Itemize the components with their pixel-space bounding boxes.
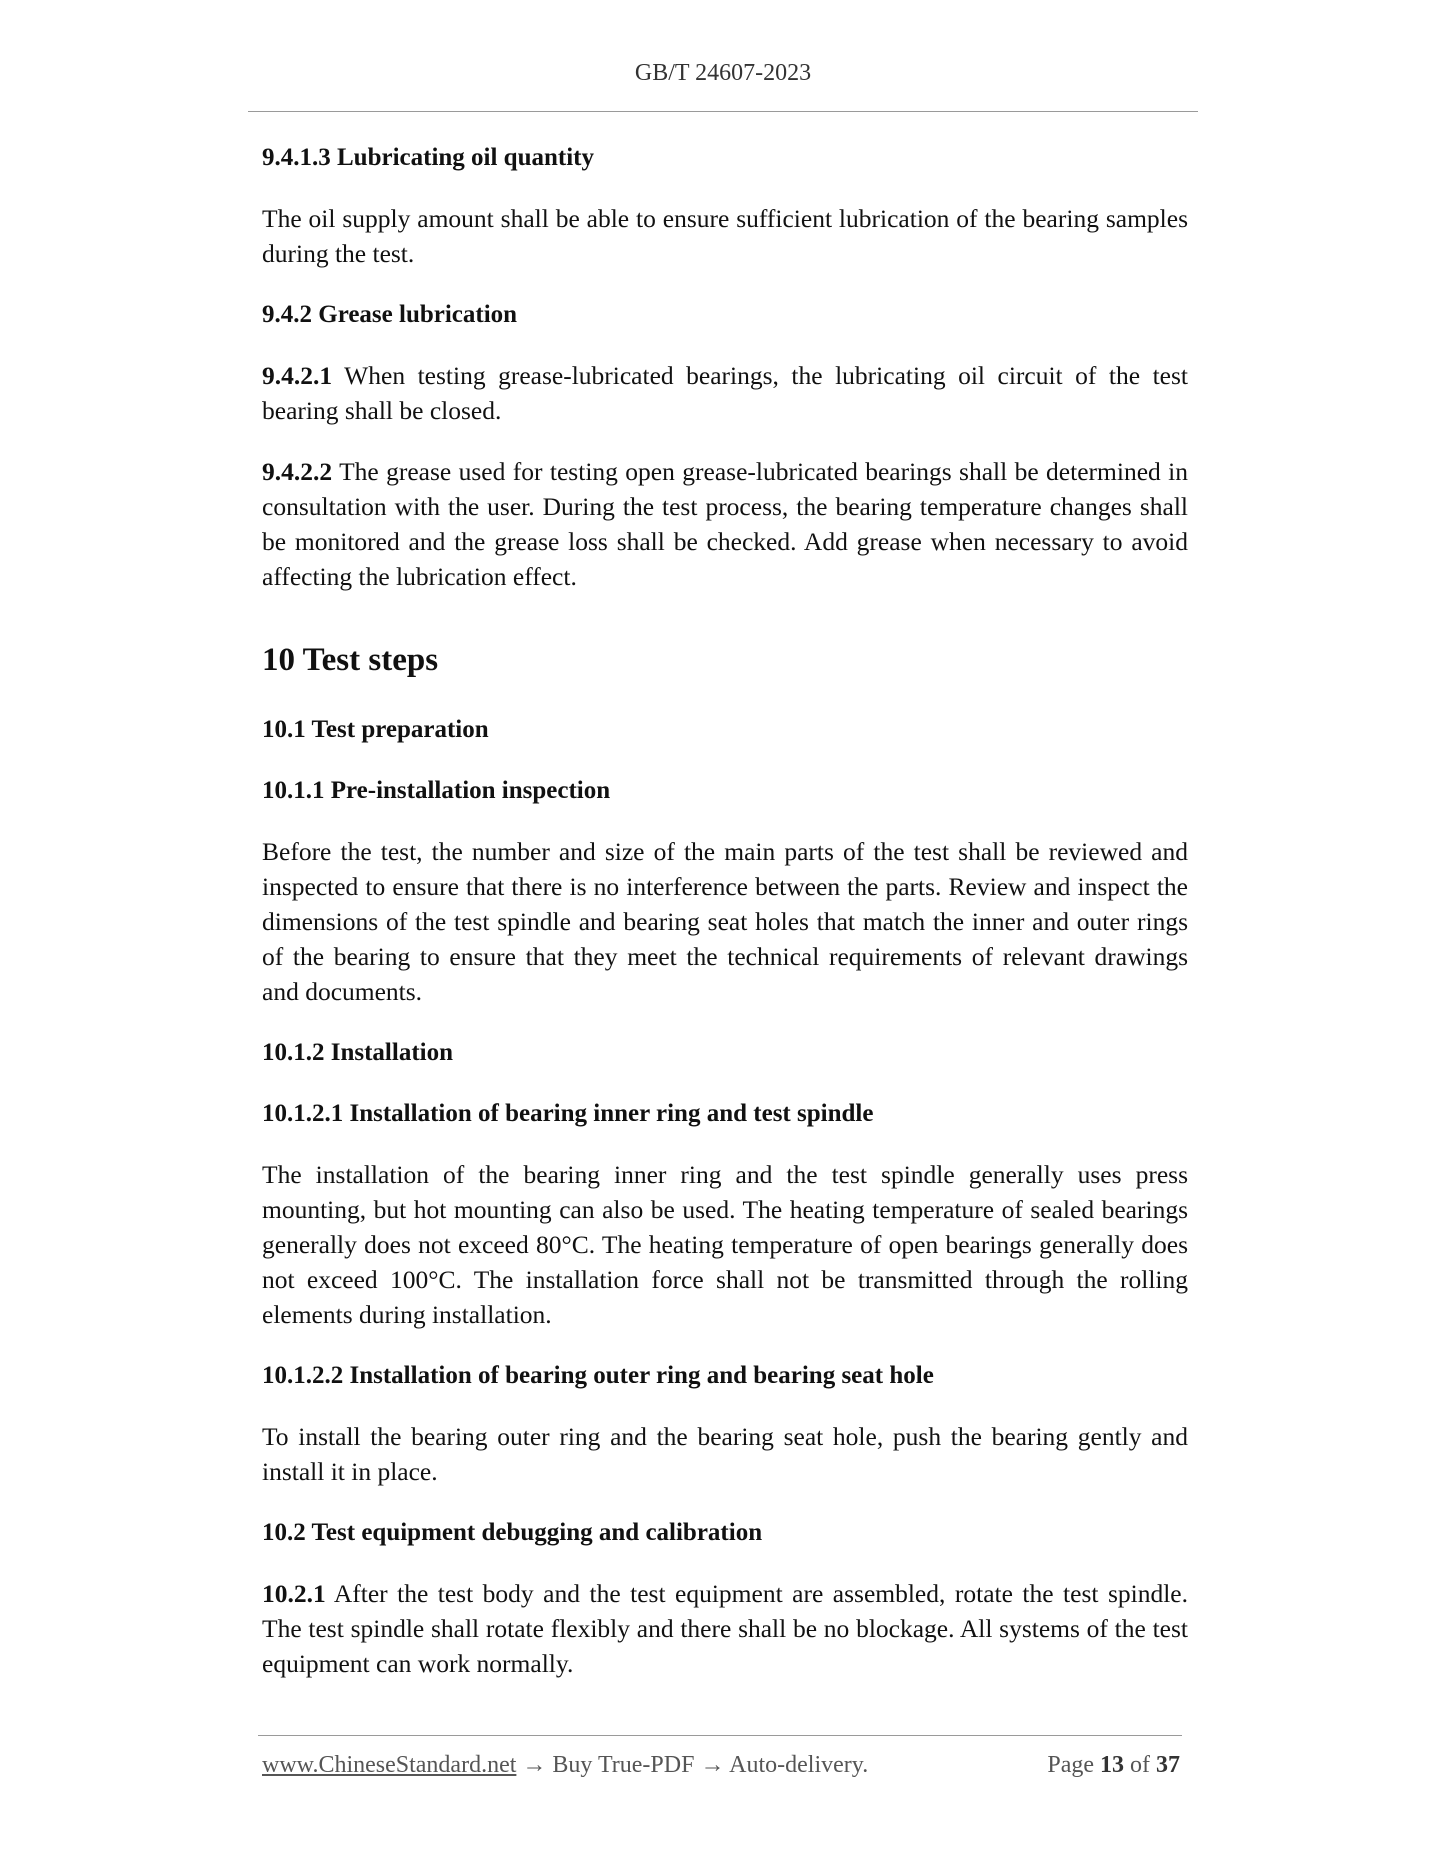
page-label: Page [1047, 1752, 1100, 1778]
document-header: GB/T 24607-2023 [634, 60, 812, 86]
heading-10-2: 10.2 Test equipment debugging and calibration [262, 1519, 763, 1546]
heading-10-1-1: 10.1.1 Pre-installation inspection [262, 777, 611, 804]
clause-text: The grease used for testing open grease-lubricated bearings shall be determined in consultation with the user. During the test process, the bearing temperature changes shall be monitored and the grease loss shall be checked. Add grease when necessary to avoid affecting the lubrication effect. [262, 457, 1188, 591]
footer-promo [262, 1752, 868, 1779]
paragraph-9-4-2-2 [262, 454, 1188, 594]
paragraph-10-2-1 [262, 1576, 1188, 1681]
clause-number: 10.2.1 [262, 1579, 326, 1608]
clause-text: When testing grease-lubricated bearings, the lubricating oil circuit of the test bearing shall be closed. [262, 361, 1188, 425]
paragraph-10-1-1: Before the test, the number and size of the main parts of the test shall be reviewed and inspected to ensure that there is no interference between the parts. Review and inspect the dimensions of the test spindle and bearing seat holes that match the inner and outer rings of the bearing to ensure that they meet the technical requirements of relevant drawings and documents. [262, 837, 1188, 1006]
page-indicator [1047, 1752, 1180, 1779]
heading-10-1: 10.1 Test preparation [262, 716, 489, 743]
paragraph-10-1-2-1: The installation of the bearing inner ring and the test spindle generally uses press mounting, but hot mounting can also be used. The heating temperature of sealed bearings generally does not exceed 80°C. The heating temperature of open bearings generally does not exceed 100°C. The installation force shall not be transmitted through the rolling elements during installation. [262, 1160, 1188, 1329]
page-total: 37 [1156, 1752, 1180, 1778]
arrow-icon: → [516, 1752, 553, 1778]
heading-10-1-2-1: 10.1.2.1 Installation of bearing inner ring and test spindle [262, 1100, 874, 1127]
buy-text: Buy True-PDF [552, 1752, 695, 1778]
paragraph-9-4-2-1 [262, 358, 1188, 428]
clause-number: 9.4.2.2 [262, 457, 333, 486]
heading-10: 10 Test steps [262, 642, 439, 678]
footer-divider [258, 1735, 1182, 1736]
page-number: 13 [1100, 1752, 1124, 1778]
of-label: of [1124, 1752, 1156, 1778]
clause-number: 9.4.2.1 [262, 361, 333, 390]
paragraph-10-1-2-2: To install the bearing outer ring and the bearing seat hole, push the bearing gently and install it in place. [262, 1422, 1188, 1486]
arrow-icon: → [694, 1752, 730, 1778]
clause-text: After the test body and the test equipment are assembled, rotate the test spindle. The test spindle shall rotate flexibly and there shall be no blockage. All systems of the test equipment can work normally. [262, 1579, 1188, 1678]
heading-9-4-2: 9.4.2 Grease lubrication [262, 301, 518, 328]
delivery-text: Auto-delivery. [729, 1752, 869, 1778]
paragraph-9-4-1-3: The oil supply amount shall be able to ensure sufficient lubrication of the bearing samples during the test. [262, 204, 1188, 268]
header-divider [248, 111, 1198, 112]
heading-10-1-2: 10.1.2 Installation [262, 1039, 454, 1066]
site-link[interactable]: www.ChineseStandard.net [262, 1752, 517, 1778]
page-body [262, 140, 1188, 1707]
heading-10-1-2-2: 10.1.2.2 Installation of bearing outer ring and bearing seat hole [262, 1362, 934, 1389]
heading-9-4-1-3: 9.4.1.3 Lubricating oil quantity [262, 144, 594, 171]
